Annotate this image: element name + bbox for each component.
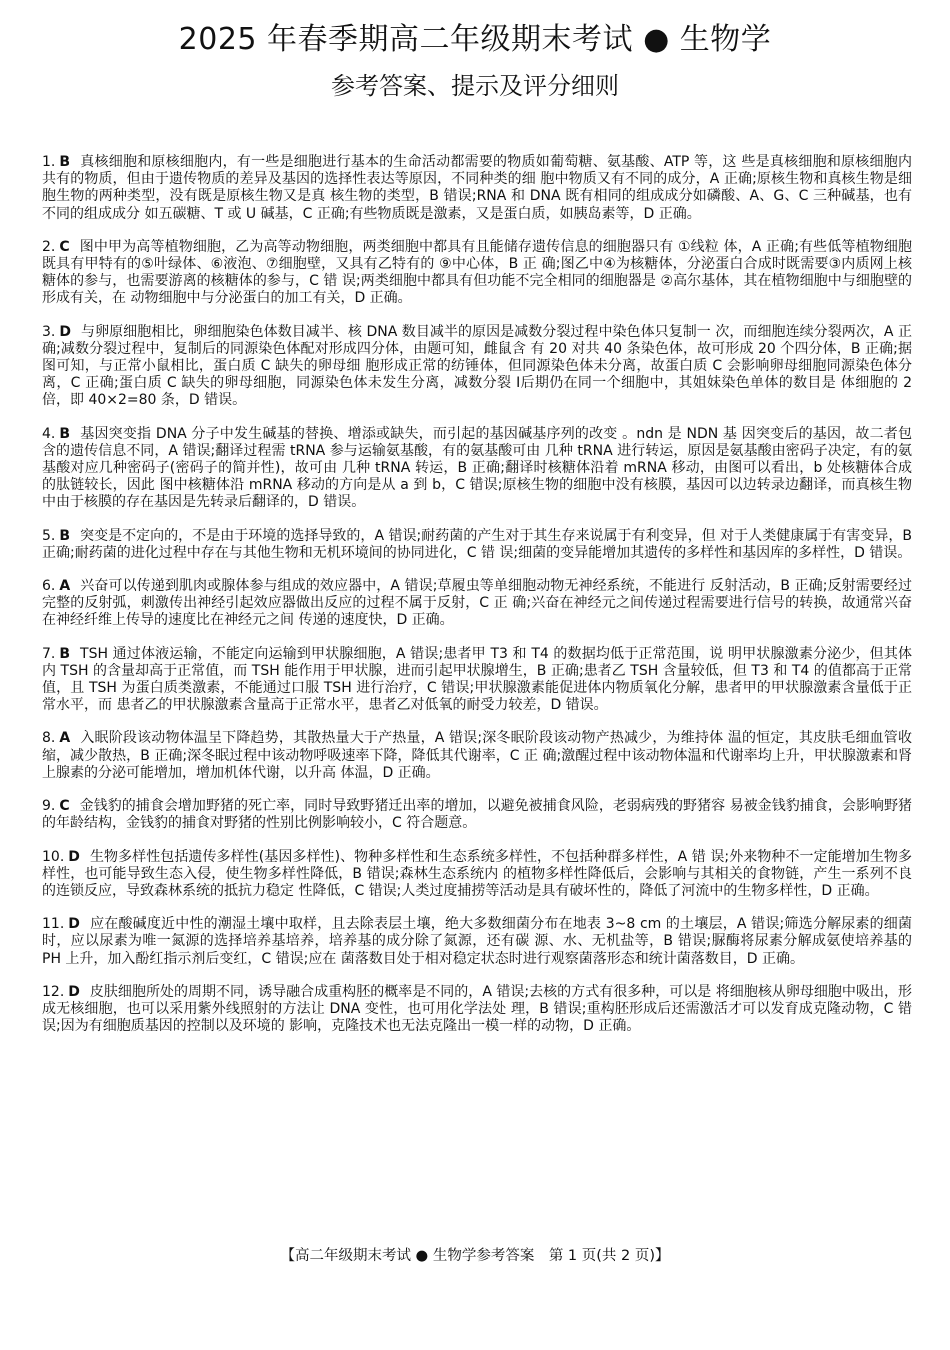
page-footer: 【高二年级期末考试 ● 生物学参考答案 第 1 页(共 2 页)】	[280, 1248, 670, 1264]
answer-explanation: 基因突变指 DNA 分子中发生碱基的替换、增添或缺失，而引起的基因碱基序列的改变 。ndn 是 NDN 基 因突变后的基因，故二者包含的遗传信息不同，A 错误;翻译过程需 tRNA 参与运输氨基酸，有的氨基酸可由 几种 tRNA 进行转运，原因是氨基酸由密码子决定，有的氨基酸对应几种密码子(密码子的简并性)，故可由 几种 tRNA 转运，B 正确;翻译时核糖体沿着 mRNA 移动，由图可以看出，b 处核糖体合成的肽链较长，因此 图中核糖体沿 mRNA 移动的方向是从 a 到 b，C 错误;原核生物的细胞中没有核膜，基因可以边转录边翻译，而真核生物中由于核膜的存在基因是先转录后翻译的，D 错误。	[42, 425, 912, 511]
answer-explanation: 与卵原细胞相比，卵细胞染色体数目减半、核 DNA 数目减半的原因是减数分裂过程中染色体只复制一 次，而细胞连续分裂两次，A 正确;减数分裂过程中，复制后的同源染色体配对形成四分体，由题可知，雌鼠含 有 20 对共 40 条染色体，故可形成 20 个四分体，B 正确;据图可知，与正常小鼠相比，蛋白质 C 缺失的卵母细 胞形成正常的纺锤体，但同源染色体未分离，故蛋白质 C 会影响卵母细胞同源染色体分离，C 正确;蛋白质 C 缺失的卵母细胞，同源染色体未发生分离，减数分裂 Ⅰ后期仍在同一个细胞中，其姐妹染色单体的数目是 体细胞的 2 倍，即 40×2=80 条，D 错误。	[42, 323, 912, 409]
answer-key: A	[59, 578, 71, 595]
answer-key: D	[68, 848, 80, 865]
answer-item	[42, 646, 912, 715]
answer-explanation: 皮肤细胞所处的周期不同，诱导融合成重构胚的概率是不同的，A 错误;去核的方式有很多种，可以是 将细胞核从卵母细胞中吸出，形成无核细胞，也可以采用紫外线照射的方法让 DNA 变性，也可用化学法处 理，B 错误;重构胚形成后还需激活才可以发育成克隆动物，C 错误;因为有细胞质基因的控制以及环境的 影响，克隆技术也无法克隆出一模一样的动物，D 正确。	[42, 983, 912, 1035]
answer-explanation: 兴奋可以传递到肌肉或腺体参与组成的效应器中，A 错误;草履虫等单细胞动物无神经系统，不能进行 反射活动，B 正确;反射需要经过完整的反射弧，刺激传出神经引起效应器做出反应的过程不属于反射，C 正 确;兴奋在神经元之间传递过程需要进行信号的转换，故通常兴奋在神经纤维上传导的速度比在神经元之间 传递的速度快，D 正确。	[42, 578, 912, 629]
answer-number: 12.	[42, 983, 65, 1000]
answer-key: A	[59, 730, 71, 747]
answer-number: 1.	[42, 154, 56, 170]
answer-item	[42, 578, 912, 630]
answer-number: 7.	[42, 645, 56, 662]
answer-key: B	[59, 645, 71, 662]
answer-item	[42, 324, 912, 410]
answer-number: 9.	[42, 798, 56, 815]
answer-item	[42, 798, 912, 832]
answer-number: 11.	[42, 916, 65, 933]
answer-item	[42, 426, 912, 512]
page-subtitle: 参考答案、提示及评分细则	[331, 72, 619, 100]
answer-explanation: 应在酸碱度近中性的潮湿土壤中取样，且去除表层土壤，绝大多数细菌分布在地表 3~8 cm 的土壤层，A 错误;筛选分解尿素的细菌时，应以尿素为唯一氮源的选择培养基培养，培养基的成分除了氮源，还有碳 源、水、无机盐等，B 错误;脲酶将尿素分解成氨使培养基的 PH 上升，加入酚红指示剂后变红，C 错误;应在 菌落数目处于相对稳定状态时进行观察菌落形态和统计菌落数目，D 正确。	[42, 916, 912, 967]
answer-explanation: TSH 通过体液运输，不能定向运输到甲状腺细胞，A 错误;患者甲 T3 和 T4 的数据均低于正常范围，说 明甲状腺激素分泌少，但其体内 TSH 的含量却高于正常值，而 TSH 能作用于甲状腺，进而引起甲状腺增生，B 正确;患者乙 TSH 含量较低，但 T3 和 T4 的值都高于正常值，且 TSH 为蛋白质类激素，不能通过口服 TSH 进行治疗，C 错误;甲状腺激素能促进体内物质氧化分解，患者甲的甲状腺激素含量低于正常水平，而 患者乙的甲状腺激素含量高于正常水平，患者乙对低氧的耐受力较差，D 错误。	[42, 645, 912, 714]
answer-key: B	[59, 425, 71, 442]
answer-key: D	[68, 983, 80, 1000]
answer-explanation: 金钱豹的捕食会增加野猪的死亡率，同时导致野猪迁出率的增加，以避免被捕食风险，老弱病残的野猪容 易被金钱豹捕食，会影响野猪的年龄结构，金钱豹的捕食对野猪的性别比例影响较小，C 符合题意。	[42, 798, 912, 832]
answer-item	[42, 916, 912, 968]
answer-key: D	[68, 916, 80, 933]
answer-explanation: 生物多样性包括遗传多样性(基因多样性)、物种多样性和生态系统多样性，不包括种群多样性，A 错 误;外来物种不一定能增加生物多样性，也可能导致生态入侵，使生物多样性降低，B 错误;森林生态系统内 的植物多样性降低后，会影响与其相关的食物链，产生一系列不良的连锁反应，导致森林系统的抵抗力稳定 性降低，C 错误;人类过度捕捞等活动是具有破坏性的，降低了河流中的生物多样性，D 正确。	[42, 848, 912, 899]
answer-number: 10.	[42, 848, 65, 865]
answer-explanation: 图中甲为高等植物细胞，乙为高等动物细胞，两类细胞中都具有且能储存遗传信息的细胞器只有 ①线粒 体，A 正确;有些低等植物细胞既具有甲特有的⑤叶绿体、⑥液泡、⑦细胞壁，又具有乙特有的 ⑨中心体，B 正 确;图乙中④为核糖体，分泌蛋白合成时既需要③内质网上核糖体的参与，也需要游离的核糖体的参与，C 错 误;两类细胞中都具有但功能不完全相同的细胞器是 ②高尔基体，其在植物细胞中与细胞壁的形成有关，在 动物细胞中与分泌蛋白的加工有关，D 正确。	[42, 238, 912, 307]
answer-item	[42, 730, 912, 782]
answer-number: 2.	[42, 238, 56, 255]
answer-key: D	[59, 323, 71, 340]
answer-key: B	[59, 527, 71, 544]
answer-item	[42, 528, 912, 562]
answer-number: 8.	[42, 730, 56, 747]
answer-item	[42, 984, 912, 1036]
answer-number: 4.	[42, 425, 56, 442]
answer-key: C	[59, 238, 70, 255]
answer-list	[42, 154, 912, 1051]
answer-number: 6.	[42, 578, 56, 595]
answer-key: B	[59, 154, 71, 170]
answer-number: 5.	[42, 527, 56, 544]
answer-explanation: 真核细胞和原核细胞内，有一些是细胞进行基本的生命活动都需要的物质如葡萄糖、氨基酸、ATP 等，这 些是真核细胞和原核细胞内共有的物质，但由于遗传物质的差异及基因的选择性表达等原因，不同种类的细 胞中物质又有不同的成分，A 正确;原核生物和真核生物是细胞生物的两种类型，没有既是原核生物又是真 核生物的类型，B 错误;RNA 和 DNA 既有相同的组成成分如磷酸、A、G、C 三种碱基，也有不同的组成成分 如五碳糖、T 或 U 碱基，C 正确;有些物质既是激素，又是蛋白质，如胰岛素等，D 正确。	[42, 154, 912, 222]
answer-item	[42, 849, 912, 901]
answer-explanation: 突变是不定向的，不是由于环境的选择导致的，A 错误;耐药菌的产生对于其生存来说属于有利变异，但 对于人类健康属于有害变异，B 正确;耐药菌的进化过程中存在与其他生物和无机环境间的协同进化，C 错 误;细菌的变异能增加其遗传的多样性和基因库的多样性，D 错误。	[42, 527, 912, 561]
page-title: 2025 年春季期高二年级期末考试 ● 生物学	[178, 22, 772, 57]
answer-explanation: 入眠阶段该动物体温呈下降趋势，其散热量大于产热量，A 错误;深冬眠阶段该动物产热减少，为维持体 温的恒定，其皮肤毛细血管收缩，减少散热，B 正确;深冬眠过程中该动物呼吸速率下降，降低其代谢率，C 正 确;激醒过程中该动物体温和代谢率均上升，甲状腺激素和肾上腺素的分泌可能增加，增加机体代谢，以升高 体温，D 正确。	[42, 730, 912, 781]
answer-item	[42, 239, 912, 308]
answer-number: 3.	[42, 323, 56, 340]
answer-key: C	[59, 798, 70, 815]
answer-item	[42, 154, 912, 223]
